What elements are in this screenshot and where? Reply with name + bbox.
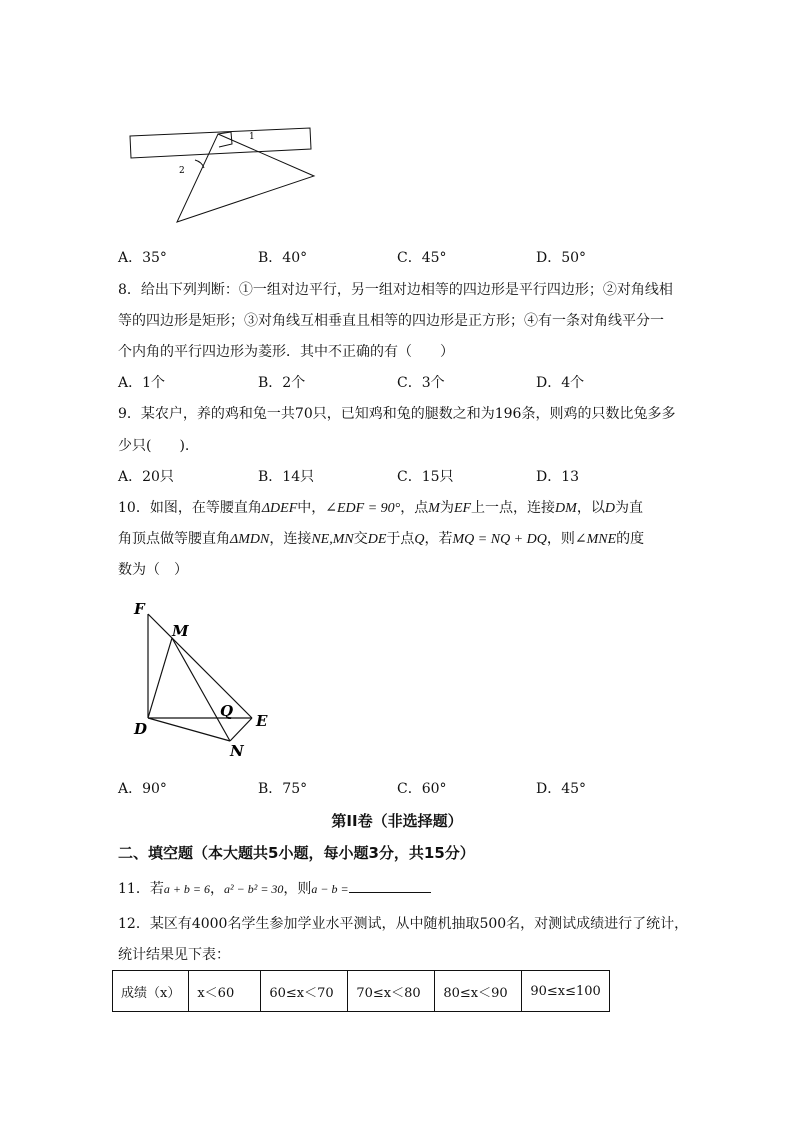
- q10-text: 交: [353, 531, 368, 547]
- q11-mid: ，则: [283, 881, 312, 897]
- q10-option-d[interactable]: D．45°: [536, 781, 587, 797]
- table-cell: 成绩（x）: [113, 971, 189, 1012]
- q10-option-c[interactable]: C．60°: [397, 781, 447, 797]
- q10-text-line-3: 数为（ ）: [118, 562, 188, 578]
- q10-text: 的度: [616, 531, 645, 547]
- q10-math: DM: [555, 501, 577, 516]
- segment-DN: [148, 718, 230, 741]
- q8-option-b[interactable]: B．2个: [258, 375, 306, 391]
- q10-text: ，则: [546, 531, 575, 547]
- segment-NE: [230, 718, 252, 741]
- q10-text: ，连接: [269, 531, 312, 547]
- point-E-label: E: [256, 712, 268, 730]
- table-cell: 90≤x≤100: [522, 971, 609, 1012]
- q8-option-d[interactable]: D．4个: [536, 375, 585, 391]
- q11-equation-1: a + b = 6: [163, 882, 211, 896]
- segment-MN: [172, 638, 230, 741]
- q11-equation-2: a² − b² = 30: [224, 882, 284, 896]
- q10-math: NE: [311, 532, 330, 547]
- q7-option-a[interactable]: A．35°: [118, 250, 167, 266]
- q7-option-d[interactable]: D．50°: [536, 250, 587, 266]
- angle-2-label: 2: [179, 166, 185, 176]
- table-cell: 70≤x＜80: [348, 971, 435, 1012]
- angle-1-label: 1: [249, 132, 255, 142]
- q10-text: 为: [439, 500, 454, 516]
- table-row: [113, 971, 610, 1012]
- q10-math: ∠EDF = 90°: [325, 501, 401, 516]
- point-D-label: D: [134, 720, 148, 738]
- q12-text-line-2: 统计结果见下表：: [118, 947, 230, 963]
- q9-text-line-2: 少只( ).: [118, 438, 190, 454]
- ruler-triangle-figure: [120, 120, 330, 230]
- score-distribution-table: [112, 970, 610, 1012]
- q10-text: ，以: [576, 500, 605, 516]
- q10-math: ΔDEF: [261, 501, 298, 516]
- triangle-shape: [177, 134, 314, 222]
- q10-option-b[interactable]: B．75°: [258, 781, 308, 797]
- q10-math: ,: [329, 532, 333, 547]
- q10-text: 角顶点做等腰直角: [118, 531, 230, 547]
- point-N-label: N: [230, 742, 244, 760]
- table-cell: 80≤x＜90: [435, 971, 522, 1012]
- q10-text: 中，: [297, 500, 326, 516]
- q8-text-line-1: 8．给出下列判断：①一组对边平行，另一组对边相等的四边形是平行四边形；②对角线相: [118, 282, 673, 298]
- q10-math: DE: [367, 532, 387, 547]
- q10-option-a[interactable]: A．90°: [118, 781, 167, 797]
- q9-option-d[interactable]: D．13: [536, 469, 580, 485]
- q10-text: ，若: [424, 531, 453, 547]
- q9-option-b[interactable]: B．14只: [258, 469, 315, 485]
- q10-text: 为直: [614, 500, 643, 516]
- q8-option-a[interactable]: A．1个: [118, 375, 166, 391]
- q9-option-c[interactable]: C．15只: [397, 469, 454, 485]
- segment-DM: [148, 638, 172, 718]
- q11-prefix: 11．若: [118, 881, 164, 897]
- q10-math: MN: [332, 532, 354, 547]
- q10-text-line-2: [118, 529, 644, 550]
- q7-option-c[interactable]: C．45°: [397, 250, 447, 266]
- q10-text: 10．如图，在等腰直角: [118, 500, 262, 516]
- q8-text-line-2: 等的四边形是矩形；③对角线互相垂直且相等的四边形是正方形；④有一条对角线平分一: [118, 313, 664, 329]
- q9-option-a[interactable]: A．20只: [118, 469, 174, 485]
- q8-text-line-3: 个内角的平行四边形为菱形．其中不正确的有（ ）: [118, 344, 454, 360]
- q10-math: ∠MNE: [574, 532, 617, 547]
- q9-text-line-1: 9．某农户，养的鸡和兔一共70只，已知鸡和兔的腿数之和为196条，则鸡的只数比兔多多: [118, 406, 676, 422]
- q10-text: 上一点，连接: [471, 500, 556, 516]
- q12-text-line-1: 12．某区有4000名学生参加学业水平测试，从中随机抽取500名，对测试成绩进行了统计，: [118, 916, 689, 932]
- section-title: 第II卷（非选择题）: [331, 812, 463, 830]
- isosceles-right-triangle-figure: [128, 596, 288, 766]
- q10-math: MQ = NQ + DQ: [452, 532, 547, 547]
- q10-math: Q: [414, 532, 425, 547]
- q10-math: EF: [453, 501, 472, 516]
- q7-option-b[interactable]: B．40°: [258, 250, 308, 266]
- q11-equation-3: a − b =: [311, 882, 349, 896]
- point-F-label: F: [134, 600, 145, 618]
- table-cell: 60≤x＜70: [261, 971, 348, 1012]
- fill-in-part-title: 二、填空题（本大题共5小题，每小题3分，共15分）: [118, 844, 475, 862]
- point-M-label: M: [172, 622, 189, 640]
- table-cell: x＜60: [189, 971, 261, 1012]
- q11-separator: ，: [210, 881, 225, 897]
- q10-math: M: [428, 501, 440, 516]
- q8-option-c[interactable]: C．3个: [397, 375, 445, 391]
- q11-text: [118, 878, 431, 899]
- q10-text-line-1: [118, 498, 643, 519]
- ruler-shape: [130, 128, 311, 158]
- q10-text: ，点: [400, 500, 429, 516]
- q10-math: D: [604, 501, 615, 516]
- point-Q-label: Q: [220, 702, 234, 720]
- q10-math: ΔMDN: [230, 532, 270, 547]
- q11-answer-blank[interactable]: [349, 878, 431, 893]
- q10-text: 于点: [386, 531, 415, 547]
